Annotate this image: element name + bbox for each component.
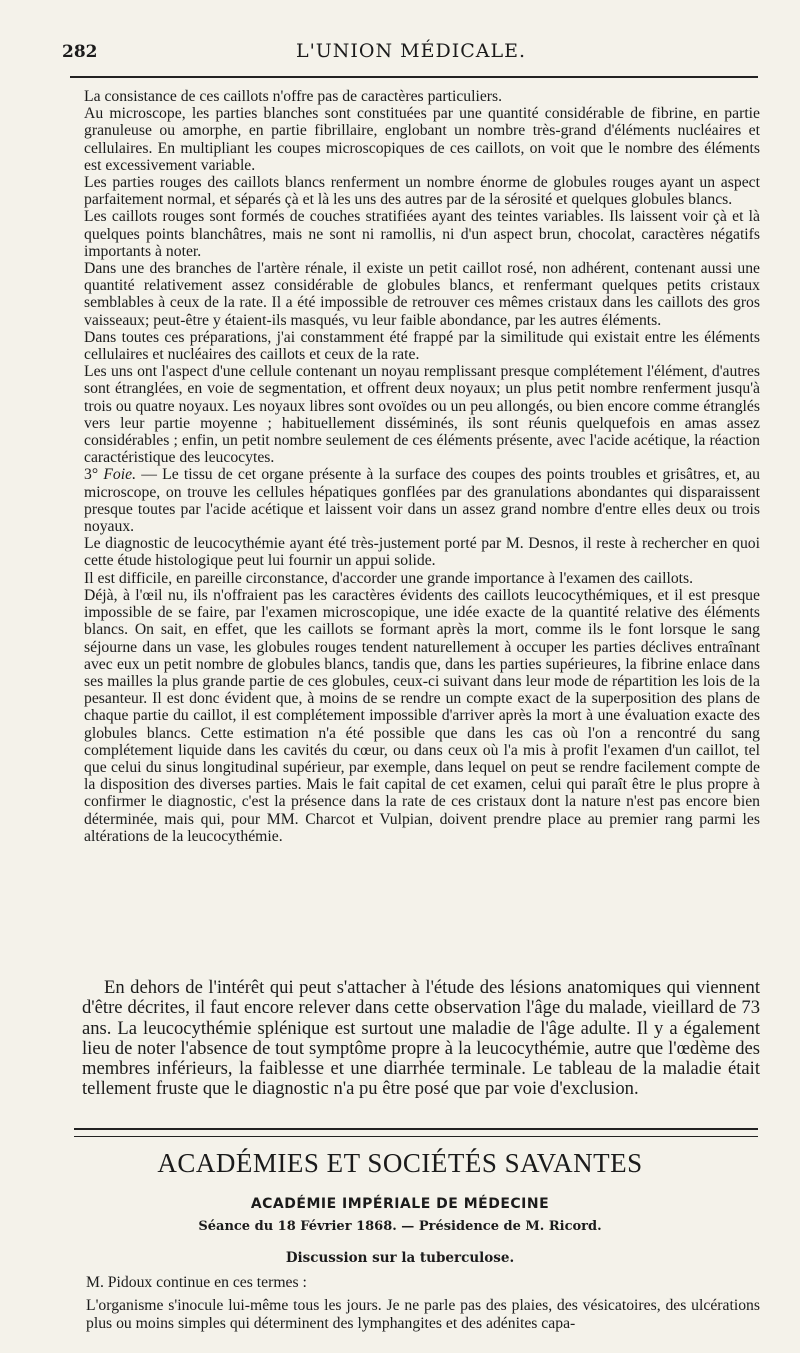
session-line: Séance du 18 Février 1868. — Présidence de M. Ricord. [198, 1219, 602, 1234]
paragraph: Le diagnostic de leucocythémie ayant été très-justement porté par M. Desnos, il reste à rechercher en quoi cette étude histologique peut lui fournir un appui solide. [84, 535, 760, 570]
paragraph: La consistance de ces caillots n'offre pas de caractères particuliers. [84, 88, 503, 105]
article-body [84, 88, 760, 845]
discussion-title: Discussion sur la tuberculose. [285, 1250, 515, 1266]
speech-body [86, 1297, 760, 1332]
academy-title: ACADÉMIE IMPÉRIALE DE MÉDECINE [250, 1196, 550, 1212]
paragraph-foie [84, 466, 760, 535]
section-double-rule [74, 1128, 758, 1137]
speaker-intro: M. Pidoux continue en ces termes : [86, 1274, 307, 1291]
paragraph: Dans une des branches de l'artère rénale, il existe un petit caillot rosé, non adhérent, contenant aussi une quantité relativement assez considérable de globules blancs, et renfermant quelques petits cristaux semblables à ceux de la rate. Il a été impossible de retrouver ces mêmes cristaux dans les caillots des gros vaisseaux; peut-être y étaient-ils masqués, vu leur faible abondance, par les autres éléments. [84, 260, 760, 329]
page-header [62, 38, 760, 66]
paragraph: Les uns ont l'aspect d'une cellule contenant un noyau remplissant presque complétement l'élément, d'autres sont étranglées, en voie de segmentation, et offrent deux noyaux; un plus petit nombre renferment jusqu'à trois ou quatre noyaux. Les noyaux libres sont ovoïdes ou un peu allongés, ou bien encore comme étranglés vers leur partie moyenne ; habituellement disséminés, ils sont réunis quelquefois en amas assez considérables ; enfin, un petit nombre seulement de ces éléments présente, avec l'acide acétique, la réaction caractéristique des leucocytes. [84, 363, 760, 467]
foie-text: — Le tissu de cet organe présente à la surface des coupes des points troubles et grisâtres, et, au microscope, on trouve les cellules hépatiques gonflées par des granulations abondantes qui disparaissent presque toutes par l'acide acétique et laissent voir dans un assez grand nombre d'entre elles deux ou trois noyaux. [84, 466, 761, 536]
conclusion-block [82, 978, 760, 1100]
conclusion-paragraph: En dehors de l'intérêt qui peut s'attacher à l'étude des lésions anatomiques qui viennent d'être décrites, il faut encore relever dans cette observation l'âge du malade, vieillard de 73 ans. La leucocythémie splénique est surtout une maladie de l'âge adulte. Il y a également lieu de noter l'absence de tout symptôme propre à la leucocythémie, autre que l'œdème des membres inférieurs, la faiblesse et une diarrhée terminale. Le tableau de la maladie était tellement fruste que le diagnostic n'a pu être posé que par voie d'exclusion. [82, 977, 760, 1100]
paragraph: Déjà, à l'œil nu, ils n'offraient pas les caractères évidents des caillots leucocythémiques, et il est presque impossible de se faire, par l'examen microscopique, une idée exacte de la quantité relative des éléments blancs. On sait, en effet, que les caillots se formant après la mort, comme ils le font lorsque le sang séjourne dans un vase, les globules rouges tendent naturellement à occuper les parties déclives entraînant avec eux un petit nombre de globules blancs, tandis que, dans les parties supérieures, la fibrine enlace dans ses mailles la plus grande partie de ces globules, ceux-ci suivant dans leur mode de répartition les lois de la pesanteur. Il est donc évident que, à moins de se rendre un compte exact de la superposition des plans de chaque partie du caillot, il est complétement impossible d'arriver après la mort à une évaluation exacte des globules blancs. Cette estimation n'a été possible que dans les cas où l'on a rencontré du sang complétement liquide dans les cavités du cœur, ou dans ceux où l'a mis à profit l'examen d'un caillot, tel que celui du sinus longitudinal supérieur, par exemple, dans lequel on peut se rendre facilement compte de la disposition des diverses parties. Mais le fait capital de cet examen, celui qui paraît être le plus propre à confirmer le diagnostic, c'est la présence dans la rate de ces cristaux dont la nature n'est pas encore bien déterminée, mais qui, pour MM. Charcot et Vulpian, doivent prendre place au premier rang parmi les altérations de la leucocythémie. [84, 586, 760, 845]
paragraph: Il est difficile, en pareille circonstance, d'accorder une grande importance à l'examen des caillots. [84, 569, 694, 587]
paragraph: Les parties rouges des caillots blancs renferment un nombre énorme de globules rouges ayant un aspect parfaitement normal, et séparés çà et là les uns des autres par de la sérosité et quelques globules blancs. [84, 174, 760, 209]
page-number: 282 [62, 42, 98, 62]
foie-number: 3° [84, 466, 99, 484]
section-heading: ACADÉMIES ET SOCIÉTÉS SAVANTES [157, 1148, 643, 1178]
speech-paragraph: L'organisme s'inocule lui-même tous les jours. Je ne parle pas des plaies, des vésicatoires, des ulcérations plus ou moins simples qui déterminent des lymphangites et des adénites capa- [86, 1297, 760, 1332]
foie-label: Foie. [103, 466, 137, 484]
running-title: L'UNION MÉDICALE. [295, 40, 527, 62]
paragraph: Les caillots rouges sont formés de couches stratifiées ayant des teintes variables. Ils laissent voir çà et là quelques points blanchâtres, mais ne sont ni ramollis, ni d'un aspect brun, chocolat, caractères négatifs importants à noter. [84, 208, 760, 260]
paragraph: Au microscope, les parties blanches sont constituées par une quantité considérable de fibrine, en partie granuleuse ou amorphe, en partie fibrillaire, englobant un nombre très-grand d'éléments nucléaires et cellulaires. En multipliant les coupes microscopiques de ces caillots, on voit que le nombre des éléments est excessivement variable. [84, 105, 760, 174]
header-rule [70, 76, 758, 78]
paragraph: Dans toutes ces préparations, j'ai constamment été frappé par la similitude qui existait entre les éléments cellulaires et nucléaires des caillots et ceux de la rate. [84, 328, 760, 364]
